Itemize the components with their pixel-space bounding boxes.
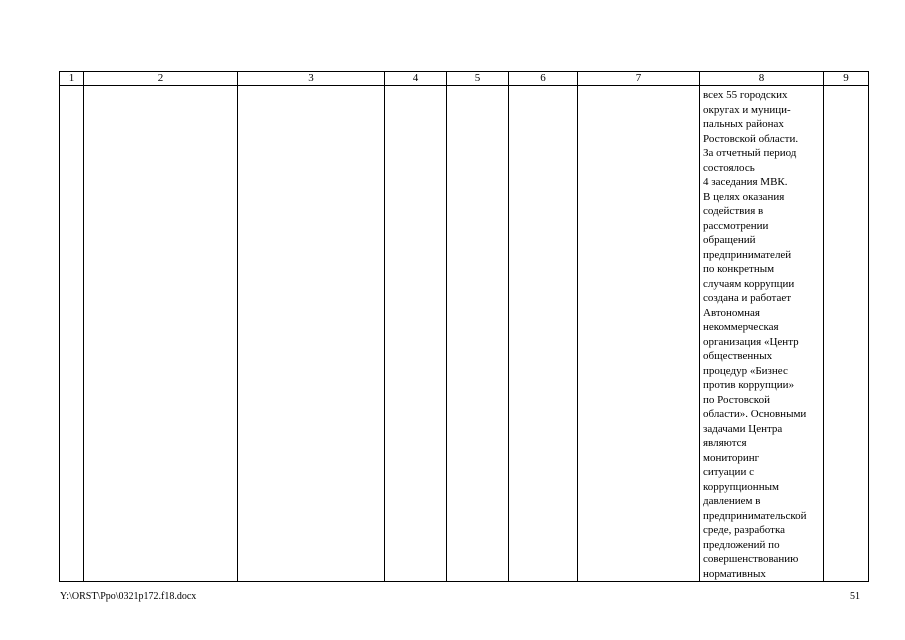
col-8-line: некоммерческая: [703, 321, 779, 333]
col-8-line: содействия в: [703, 205, 764, 217]
cell-col-7: [578, 86, 700, 582]
column-number-4: 4: [385, 72, 447, 86]
column-number-8: 8: [700, 72, 824, 86]
col-8-line: нормативных: [703, 567, 766, 580]
cell-col-5: [447, 86, 509, 582]
document-table: [59, 71, 869, 582]
col-8-line: предпринимателей: [703, 248, 792, 261]
col-8-line: пальных районах: [703, 118, 784, 130]
cell-col-9: [824, 86, 869, 582]
col-8-line: мониторинг: [703, 451, 760, 464]
footer-page-number: 51: [850, 591, 860, 602]
col-8-line: обращений: [703, 234, 756, 246]
column-number-9: 9: [824, 72, 869, 86]
col-8-line: Ростовской области.: [703, 132, 799, 145]
col-8-line: округах и муници-: [703, 103, 791, 116]
column-number-6: 6: [509, 72, 578, 86]
col-8-line: являются: [703, 437, 747, 449]
col-8-line: совершенствованию: [703, 553, 799, 565]
col-8-line: давлением в: [703, 495, 761, 507]
col-8-line: против коррупции»: [703, 379, 795, 391]
cell-col-8: [700, 86, 824, 582]
cell-col-6: [509, 86, 578, 582]
col-8-line: всех 55 городских: [703, 89, 788, 101]
cell-col-4: [385, 86, 447, 582]
col-8-line: предпринимательской: [703, 509, 807, 522]
col-8-line: предложений по: [703, 538, 780, 551]
col-8-line: случаям коррупции: [703, 277, 795, 290]
col-8-line: организация «Центр: [703, 335, 799, 348]
col-8-line: состоялось: [703, 161, 755, 174]
col-8-line: процедур «Бизнес: [703, 364, 788, 377]
col-8-line: задачами Центра: [703, 422, 783, 435]
column-number-3: 3: [238, 72, 385, 86]
col-8-line: В целях оказания: [703, 190, 785, 203]
cell-col-2: [84, 86, 238, 582]
col-8-line: 4 заседания МВК.: [703, 176, 788, 188]
col-8-line: общественных: [703, 350, 773, 362]
column-number-2: 2: [84, 72, 238, 86]
col-8-line: Автономная: [703, 306, 760, 319]
col-8-line: по Ростовской: [703, 393, 770, 406]
col-8-line: среде, разработка: [703, 524, 786, 536]
col-8-text: [700, 86, 823, 581]
col-8-line: области». Основными: [703, 408, 807, 420]
cell-col-1: [60, 86, 84, 582]
column-number-7: 7: [578, 72, 700, 86]
col-8-line: по конкретным: [703, 263, 775, 275]
col-8-line: рассмотрении: [703, 219, 769, 232]
footer-file-path: Y:\ORST\Ppo\0321p172.f18.docx: [60, 591, 197, 602]
column-number-1: 1: [60, 72, 84, 86]
column-number-row: [60, 72, 869, 86]
col-8-line: За отчетный период: [703, 147, 797, 159]
col-8-line: ситуации с: [703, 466, 754, 478]
col-8-line: коррупционным: [703, 480, 779, 493]
cell-col-3: [238, 86, 385, 582]
table-row: [60, 86, 869, 582]
col-8-line: создана и работает: [703, 292, 792, 304]
column-number-5: 5: [447, 72, 509, 86]
